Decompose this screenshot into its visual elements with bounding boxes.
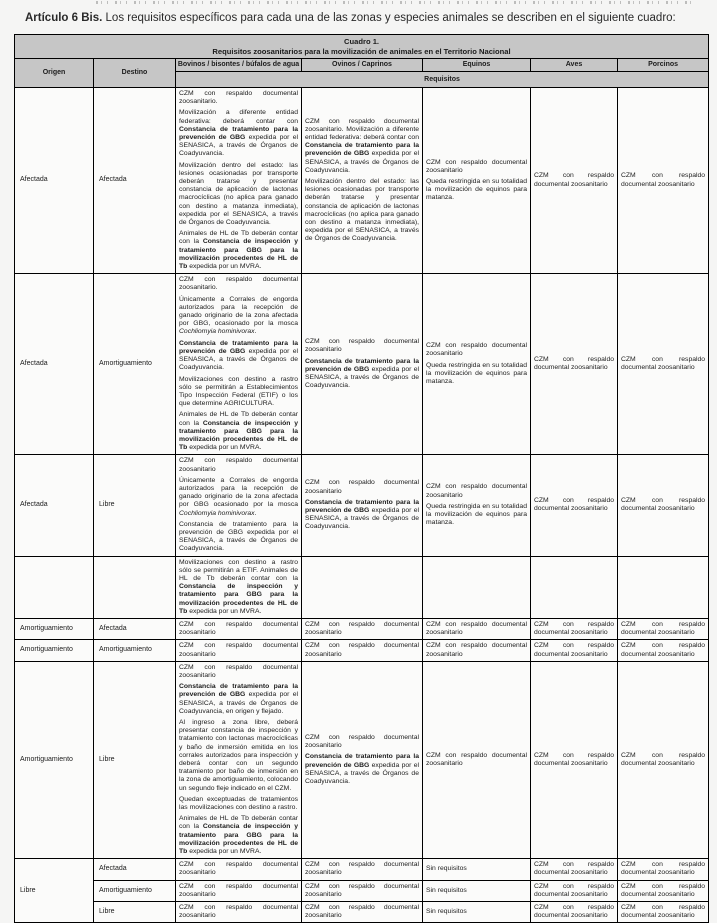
cell-equinos: Sin requisitos — [423, 880, 531, 901]
header-porcinos: Porcinos — [618, 59, 709, 72]
cell-origen: Amortiguamiento — [15, 618, 94, 639]
cell-bovinos: CZM con respaldo documental zoosanitario — [176, 880, 302, 901]
header-origen: Origen — [15, 59, 94, 88]
table-row — [15, 274, 709, 455]
cell-destino: Afectada — [94, 859, 176, 880]
article-label: Artículo 6 Bis. — [25, 12, 103, 24]
cell-aves — [531, 556, 618, 618]
cell-ovinos: CZM con respaldo documental zoosanitario — [302, 859, 423, 880]
cell-destino: Libre — [94, 661, 176, 858]
table-row — [15, 640, 709, 661]
header-aves: Aves — [531, 59, 618, 72]
cell-bovinos: Movilizaciones con destino a rastro sólo se permitirán a ETIF. Animales de HL de Tb deberán contar con la Constancia de inspección y tratamiento para GBG para la movilización procedentes de HL de Tb expedida por un MVRA. — [176, 556, 302, 618]
cell-aves: CZM con respaldo documental zoosanitario — [531, 640, 618, 661]
cell-ovinos: CZM con respaldo documental zoosanitario — [302, 640, 423, 661]
cell-porcinos: CZM con respaldo documental zoosanitario — [618, 274, 709, 455]
cell-bovinos: CZM con respaldo documental zoosanitario — [176, 859, 302, 880]
cell-destino — [94, 556, 176, 618]
cell-equinos: CZM con respaldo documental zoosanitario Queda restringida en su totalidad la movilización de equinos para matanza. — [423, 455, 531, 556]
page — [0, 1, 717, 923]
cell-destino: Afectada — [94, 88, 176, 274]
table-row — [15, 618, 709, 639]
header-destino: Destino — [94, 59, 176, 88]
cell-equinos: CZM con respaldo documental zoosanitario Queda restringida en su totalidad la movilización de equinos para matanza. — [423, 88, 531, 274]
cell-aves: CZM con respaldo documental zoosanitario — [531, 88, 618, 274]
cell-aves: CZM con respaldo documental zoosanitario — [531, 902, 618, 923]
cell-origen — [15, 556, 94, 618]
cell-bovinos: CZM con respaldo documental zoosanitario. Únicamente a Corrales de engorda autorizados para la recepción de ganado originario de la zona afectada por GBG, ocasionado por la mosca Cochliomyia hominivorax. Constancia de tratamiento para la prevención de GBG expedida por el SENASICA, a través de Órganos de Coadyuvancia. Movilizaciones con destino a rastro sólo se permitirán a Establecimientos Tipo Inspección Federal (ETIF) o los que determine AGRICULTURA. Animales de HL de Tb deberán contar con la Constancia de inspección y tratamiento para GBG para la movilización procedentes de HL de Tb expedida por un MVRA. — [176, 274, 302, 455]
cell-bovinos: CZM con respaldo documental zoosanitario — [176, 618, 302, 639]
cell-destino: Afectada — [94, 618, 176, 639]
cell-aves: CZM con respaldo documental zoosanitario — [531, 859, 618, 880]
table-title-row — [15, 35, 709, 59]
cell-destino: Libre — [94, 902, 176, 923]
header-ovinos: Ovinos / Caprinos — [302, 59, 423, 72]
clipped-text-remnant — [96, 1, 694, 4]
cell-porcinos: CZM con respaldo documental zoosanitario — [618, 859, 709, 880]
cell-destino: Amortiguamiento — [94, 880, 176, 901]
cell-origen: Afectada — [15, 455, 94, 556]
cell-equinos: CZM con respaldo documental zoosanitario — [423, 618, 531, 639]
cell-origen: Amortiguamiento — [15, 640, 94, 661]
cell-porcinos: CZM con respaldo documental zoosanitario — [618, 880, 709, 901]
cell-aves: CZM con respaldo documental zoosanitario — [531, 618, 618, 639]
cell-ovinos — [302, 556, 423, 618]
table-body — [15, 88, 709, 923]
cell-destino: Libre — [94, 455, 176, 556]
cell-aves: CZM con respaldo documental zoosanitario — [531, 274, 618, 455]
cell-bovinos: CZM con respaldo documental zoosanitario Únicamente a Corrales de engorda autorizados para la recepción de ganado originario de la zona afectada por GBG ocasionado por la mosca Cochliomyia hominivorax. Constancia de tratamiento para la prevención de GBG expedida por el SENASICA, a través de Órganos de Coadyuvancia. — [176, 455, 302, 556]
cell-porcinos: CZM con respaldo documental zoosanitario — [618, 902, 709, 923]
table-title — [15, 35, 709, 59]
table-row — [15, 455, 709, 556]
cell-equinos: CZM con respaldo documental zoosanitario — [423, 661, 531, 858]
header-equinos: Equinos — [423, 59, 531, 72]
cell-bovinos: CZM con respaldo documental zoosanitario Constancia de tratamiento para la prevención de GBG expedida por el SENASICA, a través de Órganos de Coadyuvancia, en origen y flejado. Al ingreso a zona libre, deberá presentar constancia de inspección y tratamiento con lactonas macrocíclicas y baño de inmersión emitida en los corrales autorizados para inspección y deberá contar con un segundo tratamiento por baño de inmersión en la zona de amortiguamiento, colocando un segundo fleje indicado en el CZM. Quedan exceptuadas de tratamientos las movilizaciones con destino a rastro. Animales de HL de Tb deberán contar con la Constancia de inspección y tratamiento para GBG para la movilización procedentes de HL de Tb expedida por un MVRA. — [176, 661, 302, 858]
table-title-line1: Cuadro 1. — [344, 37, 380, 46]
cell-origen: Libre — [15, 859, 94, 923]
cell-destino: Amortiguamiento — [94, 640, 176, 661]
cell-origen: Afectada — [15, 274, 94, 455]
cell-ovinos: CZM con respaldo documental zoosanitario. Movilización a diferente entidad federativa: deberá contar con Constancia de tratamiento para la prevención de GBG expedida por el SENASICA, a través de Órganos de Coadyuvancia. Movilización dentro del estado: las lesiones ocasionadas por transporte deberán tratarse y presentar constancia de aplicación de lactonas macrocíclicas (no aplica para ganado con destino a matanza inmediata), expedida por el SENASICA, a través de Órganos de Coadyuvancia. — [302, 88, 423, 274]
cell-porcinos: CZM con respaldo documental zoosanitario — [618, 640, 709, 661]
table-row — [15, 859, 709, 880]
cell-destino: Amortiguamiento — [94, 274, 176, 455]
cell-porcinos: CZM con respaldo documental zoosanitario — [618, 618, 709, 639]
requirements-table — [14, 34, 709, 923]
cell-porcinos: CZM con respaldo documental zoosanitario — [618, 88, 709, 274]
column-header-row — [15, 59, 709, 72]
table-row — [15, 880, 709, 901]
cell-equinos — [423, 556, 531, 618]
cell-origen: Afectada — [15, 88, 94, 274]
cell-porcinos — [618, 556, 709, 618]
cell-porcinos: CZM con respaldo documental zoosanitario — [618, 661, 709, 858]
cell-bovinos: CZM con respaldo documental zoosanitario — [176, 640, 302, 661]
header-bovinos: Bovinos / bisontes / búfalos de agua — [176, 59, 302, 72]
header-requisitos: Requisitos — [176, 72, 709, 88]
intro-paragraph — [8, 11, 708, 25]
cell-equinos: Sin requisitos — [423, 902, 531, 923]
cell-equinos: Sin requisitos — [423, 859, 531, 880]
cell-ovinos: CZM con respaldo documental zoosanitario Constancia de tratamiento para la prevención de GBG expedida por el SENASICA, a través de Órganos de Coadyuvancia. — [302, 274, 423, 455]
cell-ovinos: CZM con respaldo documental zoosanitario — [302, 902, 423, 923]
cell-aves: CZM con respaldo documental zoosanitario — [531, 455, 618, 556]
cell-ovinos: CZM con respaldo documental zoosanitario — [302, 618, 423, 639]
cell-ovinos: CZM con respaldo documental zoosanitario Constancia de tratamiento para la prevención de GBG expedida por el SENASICA, a través de Órganos de Coadyuvancia. — [302, 661, 423, 858]
cell-equinos: CZM con respaldo documental zoosanitario Queda restringida en su totalidad la movilización de equinos para matanza. — [423, 274, 531, 455]
cell-ovinos: CZM con respaldo documental zoosanitario — [302, 880, 423, 901]
cell-aves: CZM con respaldo documental zoosanitario — [531, 661, 618, 858]
cell-ovinos: CZM con respaldo documental zoosanitario Constancia de tratamiento para la prevención de GBG expedida por el SENASICA, a través de Órganos de Coadyuvancia. — [302, 455, 423, 556]
intro-text: Los requisitos específicos para cada una de las zonas y especies animales se describen en el siguiente cuadro: — [102, 12, 676, 24]
cell-bovinos: CZM con respaldo documental zoosanitario. Movilización a diferente entidad federativa: deberá contar con Constancia de tratamiento para la prevención de GBG expedida por el SENASICA, a través de Órganos de Coadyuvancia. Movilización dentro del estado: las lesiones ocasionadas por transporte deberán tratarse y presentar constancia de aplicación de lactonas macrocíclicas (no aplica para ganado con destino a matanza inmediata), expedida por el SENASICA, a través de Órganos de Coadyuvancia. Animales de HL de Tb deberán contar con la Constancia de inspección y tratamiento para GBG para la movilización procedentes de HL de Tb expedida por un MVRA. — [176, 88, 302, 274]
table-row — [15, 556, 709, 618]
table-row — [15, 88, 709, 274]
cell-origen: Amortiguamiento — [15, 661, 94, 858]
cell-porcinos: CZM con respaldo documental zoosanitario — [618, 455, 709, 556]
cell-aves: CZM con respaldo documental zoosanitario — [531, 880, 618, 901]
table-row — [15, 902, 709, 923]
table-title-line2: Requisitos zoosanitarios para la movilización de animales en el Territorio Nacional — [212, 46, 511, 56]
cell-bovinos: CZM con respaldo documental zoosanitario — [176, 902, 302, 923]
table-row — [15, 661, 709, 858]
cell-equinos: CZM con respaldo documental zoosanitario — [423, 640, 531, 661]
